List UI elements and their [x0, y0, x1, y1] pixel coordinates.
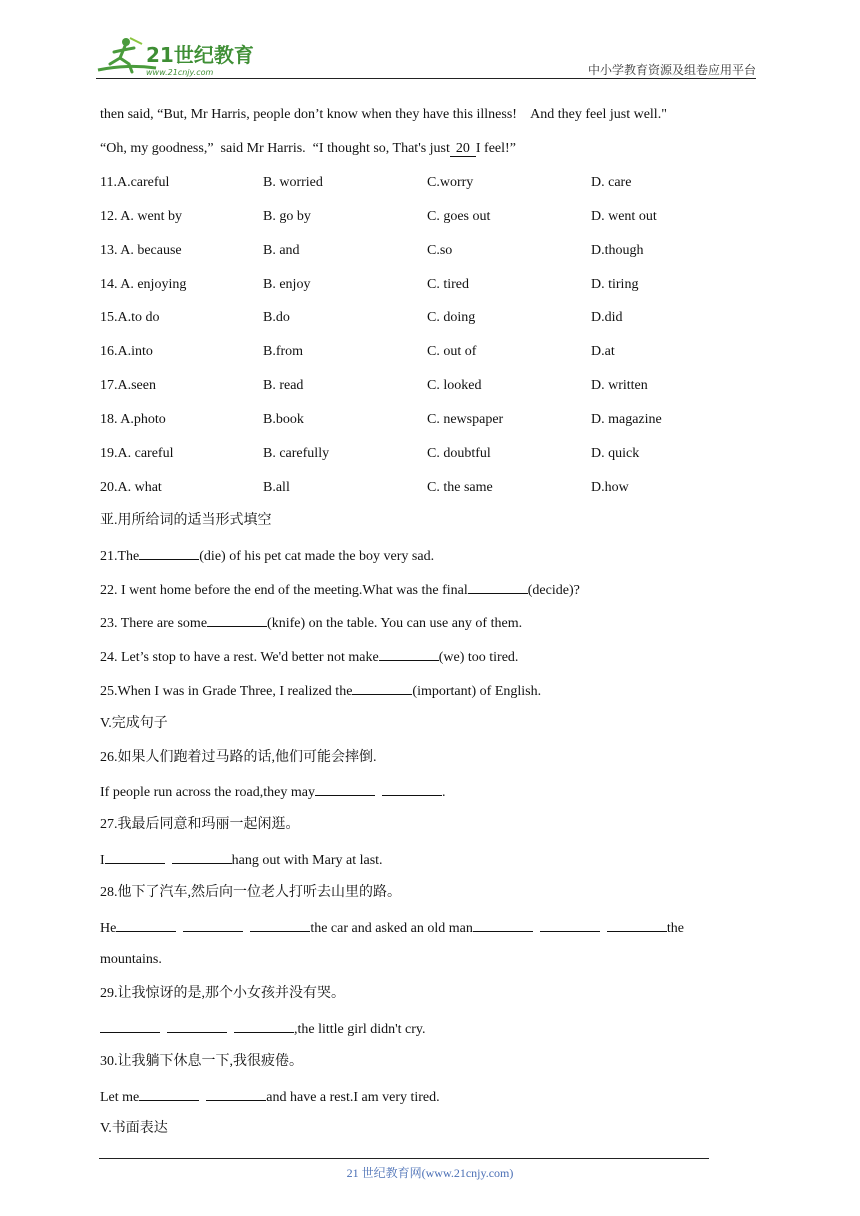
option-d[interactable]: D. quick — [591, 446, 640, 461]
option-a[interactable]: 17.A.seen — [100, 378, 156, 393]
answer-blank[interactable] — [473, 917, 533, 932]
option-c[interactable]: C.so — [427, 243, 453, 258]
option-d[interactable]: D. written — [591, 378, 648, 393]
option-c[interactable]: C. tired — [427, 277, 469, 292]
option-d[interactable]: D. tiring — [591, 277, 639, 292]
question-22: 22. I went home before the end of the meeting.What was the final (decide)? — [100, 579, 580, 601]
question-29-english: ,the little girl didn't cry. — [100, 1018, 425, 1040]
question-28-english: He the car and asked an old man the — [100, 917, 684, 939]
platform-name: 中小学教育资源及组卷应用平台 — [587, 63, 756, 77]
answer-blank[interactable] — [379, 646, 439, 661]
answer-blank[interactable] — [315, 781, 375, 796]
page-header — [96, 30, 756, 80]
choice-row-18 — [100, 410, 740, 430]
section-title-writing: V.书面表达 — [100, 1121, 168, 1136]
answer-blank[interactable] — [139, 545, 199, 560]
question-30-chinese: 30.让我躺下休息一下,我很疲倦。 — [100, 1054, 303, 1069]
option-c[interactable]: C. doing — [427, 310, 476, 325]
answer-blank[interactable] — [382, 781, 442, 796]
option-b[interactable]: B. and — [263, 243, 300, 258]
answer-blank[interactable] — [105, 849, 165, 864]
answer-blank[interactable] — [250, 917, 310, 932]
question-29-chinese: 29.让我惊讶的是,那个小女孩并没有哭。 — [100, 986, 345, 1001]
choice-row-15 — [100, 308, 740, 328]
option-a[interactable]: 15.A.to do — [100, 310, 160, 325]
answer-blank[interactable] — [183, 917, 243, 932]
option-c[interactable]: C. looked — [427, 378, 482, 393]
logo — [96, 34, 261, 78]
answer-blank[interactable] — [206, 1086, 266, 1101]
option-b[interactable]: B.all — [263, 480, 290, 495]
question-25: 25.When I was in Grade Three, I realized the (important) of English. — [100, 680, 541, 702]
option-a[interactable]: 20.A. what — [100, 480, 162, 495]
question-27-english: I hang out with Mary at last. — [100, 849, 383, 871]
option-b[interactable]: B. worried — [263, 175, 323, 190]
runner-logo-icon — [96, 34, 261, 78]
option-a[interactable]: 11.A.careful — [100, 175, 170, 190]
logo-url: www.21cnjy.com — [146, 68, 214, 77]
choice-row-16 — [100, 342, 740, 362]
option-d[interactable]: D. magazine — [591, 412, 662, 427]
choice-row-13 — [100, 241, 740, 261]
answer-blank[interactable] — [167, 1018, 227, 1033]
choice-row-17 — [100, 376, 740, 396]
answer-blank[interactable] — [139, 1086, 199, 1101]
answer-blank-20[interactable]: 20 — [450, 141, 476, 157]
header-divider — [96, 78, 756, 79]
option-c[interactable]: C.worry — [427, 175, 474, 190]
option-d[interactable]: D.how — [591, 480, 629, 495]
choice-row-11 — [100, 173, 740, 193]
choice-row-12 — [100, 207, 740, 227]
option-b[interactable]: B. enjoy — [263, 277, 311, 292]
question-26-chinese: 26.如果人们跑着过马路的话,他们可能会摔倒. — [100, 750, 377, 765]
footer-divider — [99, 1158, 709, 1159]
question-21: 21.The (die) of his pet cat made the boy very sad. — [100, 545, 434, 567]
option-a[interactable]: 18. A.photo — [100, 412, 166, 427]
option-b[interactable]: B. go by — [263, 209, 311, 224]
choice-row-20 — [100, 478, 740, 498]
option-d[interactable]: D.did — [591, 310, 623, 325]
option-a[interactable]: 16.A.into — [100, 344, 153, 359]
option-a[interactable]: 12. A. went by — [100, 209, 183, 224]
section-title-complete-sentences: V.完成句子 — [100, 716, 168, 731]
answer-blank[interactable] — [100, 1018, 160, 1033]
option-b[interactable]: B.book — [263, 412, 304, 427]
option-a[interactable]: 13. A. because — [100, 243, 182, 258]
section-title-word-forms: 亚.用所给词的适当形式填空 — [100, 513, 272, 528]
answer-blank[interactable] — [172, 849, 232, 864]
option-a[interactable]: 14. A. enjoying — [100, 277, 187, 292]
question-28-chinese: 28.他下了汽车,然后向一位老人打听去山里的路。 — [100, 885, 401, 900]
answer-blank[interactable] — [607, 917, 667, 932]
question-28-english-cont: mountains. — [100, 952, 162, 967]
option-d[interactable]: D. went out — [591, 209, 657, 224]
answer-blank[interactable] — [540, 917, 600, 932]
option-b[interactable]: B.from — [263, 344, 304, 359]
logo-text: 21世纪教育 — [146, 43, 254, 67]
question-26-english: If people run across the road,they may . — [100, 781, 445, 803]
option-d[interactable]: D.at — [591, 344, 615, 359]
option-d[interactable]: D. care — [591, 175, 632, 190]
passage-line-2: “Oh, my goodness,” said Mr Harris. “I thought so, That's just 20 I feel!” — [100, 141, 516, 156]
option-c[interactable]: C. out of — [427, 344, 477, 359]
option-c[interactable]: C. doubtful — [427, 446, 491, 461]
option-a[interactable]: 19.A. careful — [100, 446, 174, 461]
option-b[interactable]: B. carefully — [263, 446, 330, 461]
question-27-chinese: 27.我最后同意和玛丽一起闲逛。 — [100, 817, 300, 832]
answer-blank[interactable] — [234, 1018, 294, 1033]
option-b[interactable]: B. read — [263, 378, 304, 393]
question-30-english: Let me and have a rest.I am very tired. — [100, 1086, 440, 1108]
option-c[interactable]: C. the same — [427, 480, 493, 495]
option-b[interactable]: B.do — [263, 310, 290, 325]
question-23: 23. There are some (knife) on the table. You can use any of them. — [100, 612, 522, 634]
choice-row-19 — [100, 444, 740, 464]
answer-blank[interactable] — [116, 917, 176, 932]
answer-blank[interactable] — [207, 612, 267, 627]
footer-text[interactable]: 21 世纪教育网(www.21cnjy.com) — [346, 1166, 514, 1180]
option-d[interactable]: D.though — [591, 243, 644, 258]
option-c[interactable]: C. goes out — [427, 209, 491, 224]
answer-blank[interactable] — [352, 680, 412, 695]
answer-blank[interactable] — [468, 579, 528, 594]
choice-row-14 — [100, 275, 740, 295]
passage-line-1: then said, “But, Mr Harris, people don’t know when they have this illness! And they feel just well." — [100, 107, 667, 122]
question-24: 24. Let’s stop to have a rest. We'd better not make (we) too tired. — [100, 646, 518, 668]
option-c[interactable]: C. newspaper — [427, 412, 504, 427]
